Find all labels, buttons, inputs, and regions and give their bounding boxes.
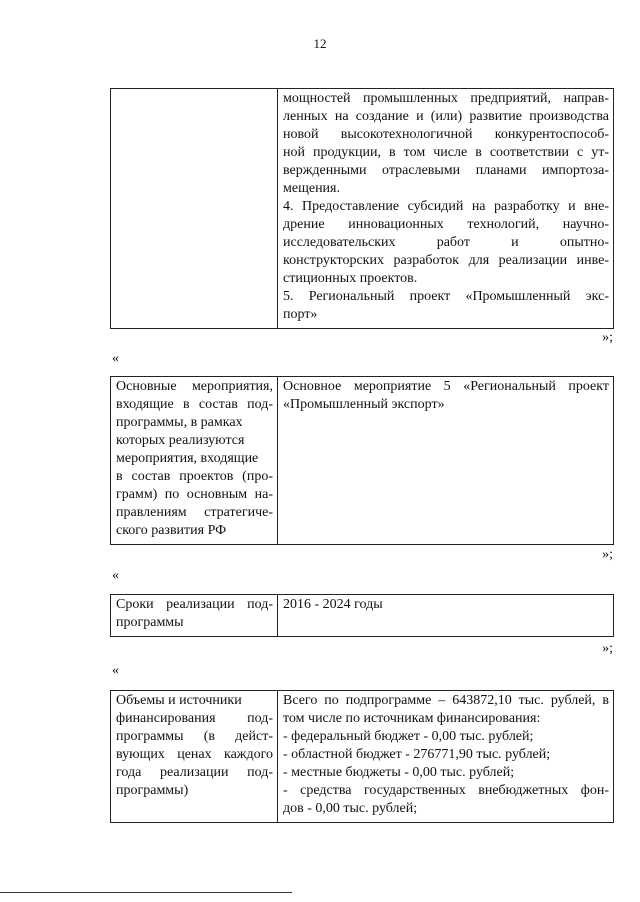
text-line: которых реализуются xyxy=(116,433,245,448)
opening-quote: « xyxy=(112,568,119,583)
left-cell-empty xyxy=(111,89,278,329)
text-line: Сроки реализации под- xyxy=(116,597,273,612)
opening-quote: « xyxy=(112,351,119,366)
table-timeframe xyxy=(110,594,614,637)
text-line: программы (в дейст- xyxy=(116,729,273,744)
text-line: вующих ценах каждого xyxy=(116,747,273,762)
text-line: исследовательских работ и опытно- xyxy=(283,235,609,250)
text-line: грамм) по основным на- xyxy=(116,487,273,502)
closing-quote: »; xyxy=(602,641,613,656)
text-line: 5. Региональный проект «Промышленный экс- xyxy=(283,289,609,304)
right-cell-value xyxy=(278,691,614,823)
text-line: 2016 - 2024 годы xyxy=(283,597,383,612)
text-line: новой высокотехнологичной конкурентоспособ- xyxy=(283,127,609,142)
right-cell xyxy=(278,89,614,329)
right-cell-value xyxy=(278,377,614,545)
text-line: конструкторских разработок для реализации инве- xyxy=(283,253,609,268)
text-line: мещения. xyxy=(283,181,340,196)
left-cell-label xyxy=(111,595,278,637)
left-cell-label xyxy=(111,377,278,545)
bottom-rule xyxy=(0,892,292,893)
text-line: - федеральный бюджет - 0,00 тыс. рублей; xyxy=(283,729,534,744)
text-line: Объемы и источники xyxy=(116,693,242,708)
text-line: мероприятия, входящие xyxy=(116,451,259,466)
table-row xyxy=(111,377,614,545)
text-line: порт» xyxy=(283,307,318,322)
page-number: 12 xyxy=(313,36,327,51)
text-line: 4. Предоставление субсидий на разработку и вне- xyxy=(283,199,609,214)
text-line: - областной бюджет - 276771,90 тыс. рублей; xyxy=(283,747,551,762)
text-line: входящие в состав под- xyxy=(116,397,273,412)
text-line: ского развития РФ xyxy=(116,523,227,538)
left-cell-label xyxy=(111,691,278,823)
text-line: том числе по источникам финансирования: xyxy=(283,711,541,726)
text-line: - средства государственных внебюджетных фон- xyxy=(283,783,609,798)
opening-quote: « xyxy=(112,663,119,678)
right-cell-value xyxy=(278,595,614,637)
table-row xyxy=(111,595,614,637)
text-line: ной продукции, в том числе в соответствии с ут- xyxy=(283,145,609,160)
text-line: «Промышленный экспорт» xyxy=(283,397,445,412)
table-row xyxy=(111,89,614,329)
table-funding xyxy=(110,690,614,823)
text-line: дрение инновационных технологий, научно- xyxy=(283,217,609,232)
text-line: Основное мероприятие 5 «Региональный проект xyxy=(283,379,609,394)
text-line: программы xyxy=(116,615,184,630)
text-line: мощностей промышленных предприятий, направ- xyxy=(283,91,609,106)
closing-quote: »; xyxy=(602,547,613,562)
text-line: года реализации под- xyxy=(116,765,273,780)
text-line: - местные бюджеты - 0,00 тыс. рублей; xyxy=(283,765,515,780)
table-main-activities xyxy=(110,376,614,545)
closing-quote: »; xyxy=(602,330,613,345)
text-line: программы, в рамках xyxy=(116,415,243,430)
text-line: Основные мероприятия, xyxy=(116,379,273,394)
text-line: программы) xyxy=(116,783,189,798)
table-row xyxy=(111,691,614,823)
table-continuation xyxy=(110,88,614,329)
text-line: дов - 0,00 тыс. рублей; xyxy=(283,801,418,816)
text-line: ленных на создание и (или) развитие производства xyxy=(283,109,609,124)
text-line: стиционных проектов. xyxy=(283,271,418,286)
text-line: правлениям стратегиче- xyxy=(116,505,273,520)
text-line: вержденными отраслевыми планами импортоза- xyxy=(283,163,609,178)
text-line: в состав проектов (про- xyxy=(116,469,273,484)
text-line: Всего по подпрограмме – 643872,10 тыс. рублей, в xyxy=(283,693,609,708)
text-line: финансирования под- xyxy=(116,711,273,726)
